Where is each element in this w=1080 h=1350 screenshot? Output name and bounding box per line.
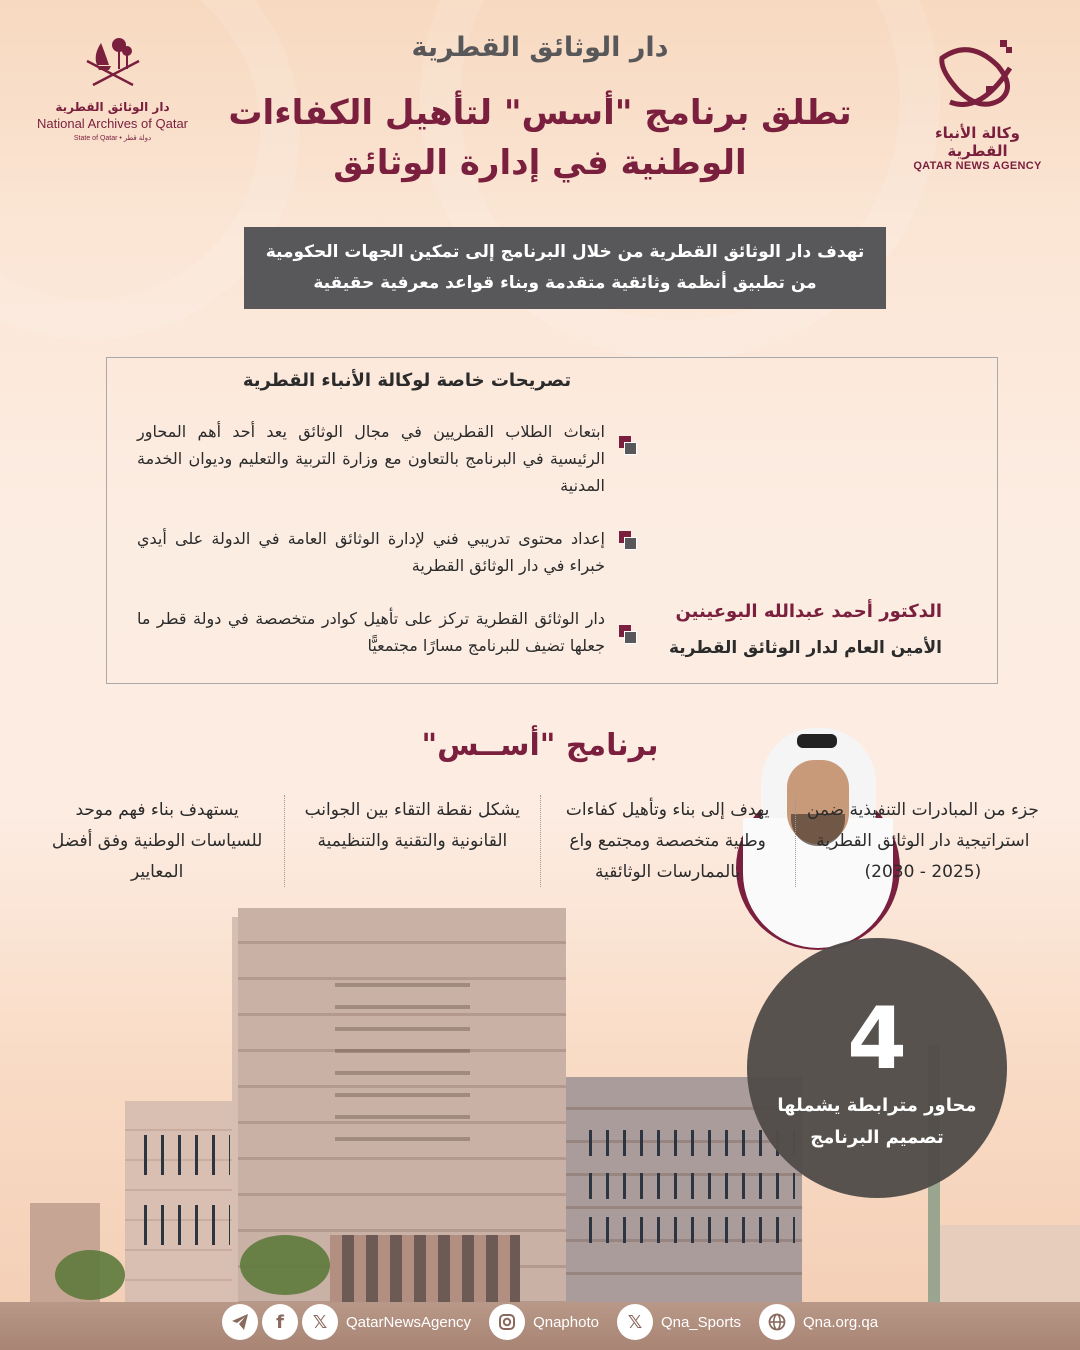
website-link[interactable]: Qna.org.qa: [803, 1313, 879, 1331]
archives-english-name: National Archives of Qatar: [36, 116, 189, 131]
square-bullet-icon: [619, 436, 637, 454]
statement-item: [137, 605, 637, 659]
instagram-icon[interactable]: [489, 1304, 525, 1340]
x-icon[interactable]: 𝕏: [302, 1304, 338, 1340]
lead-line-2: من تطبيق أنظمة وثائقية متقدمة وبناء قواعد معرفية حقيقية: [313, 273, 817, 293]
program-pillars: [30, 795, 1050, 887]
statements-title: تصريحات خاصة لوكالة الأنباء القطرية: [242, 370, 572, 391]
speaker-name: الدكتور أحمد عبدالله البوعينين: [675, 601, 942, 622]
statement-text: إعداد محتوى تدريبي فني لإدارة الوثائق العامة في الدولة على أيدي خبراء في دار الوثائق القطرية: [137, 529, 605, 575]
qna-english-name: QATAR NEWS AGENCY: [913, 160, 1042, 172]
statement-item: [137, 525, 637, 579]
facebook-icon[interactable]: f: [262, 1304, 298, 1340]
axes-count-number: 4: [847, 989, 907, 1089]
statement-item: [137, 418, 637, 499]
pillar-item: يهدف إلى بناء وتأهيل كفاءات وطنية متخصصة ومجتمع واع بالممارسات الوثائقية: [541, 795, 796, 887]
social-footer: [222, 1304, 896, 1340]
square-bullet-icon: [619, 625, 637, 643]
national-archives-logo: [30, 35, 195, 142]
axes-label-line-1: محاور مترابطة يشملها: [777, 1095, 977, 1116]
pillar-item: يشكل نقطة التقاء بين الجوانب القانونية والتقنية والتنظيمية: [285, 795, 540, 887]
lead-summary-box: [244, 227, 886, 309]
pillar-item: يستهدف بناء فهم موحد للسياسات الوطنية وفق أفضل المعايير: [30, 795, 285, 887]
axes-count-label: [747, 1090, 1007, 1154]
statement-text: دار الوثائق القطرية تركز على تأهيل كوادر متخصصة في دولة قطر ما جعلها تضيف للبرنامج مسارًا مجتمعيًّا: [137, 609, 605, 655]
headline: [220, 88, 860, 188]
social-handle-photo[interactable]: Qnaphoto: [533, 1313, 599, 1331]
qna-arabic-name: وكالة الأنباء القطرية: [935, 124, 1020, 160]
statements-panel: [106, 357, 998, 684]
pillar-item: جزء من المبادرات التنفيذية ضمن استراتيجية دار الوثائق القطرية (2025 - 2030): [806, 800, 1039, 882]
headline-line-2: الوطنية في إدارة الوثائق: [333, 143, 747, 183]
kicker-title: دار الوثائق القطرية: [411, 32, 669, 63]
social-handle-sports[interactable]: Qna_Sports: [660, 1313, 741, 1331]
qna-logo-icon: [930, 38, 1025, 116]
archives-subline: State of Qatar • دولة قطر: [73, 135, 152, 142]
headline-line-1: تطلق برنامج "أسس" لتأهيل الكفاءات: [228, 93, 852, 133]
x-icon[interactable]: 𝕏: [617, 1304, 653, 1340]
square-bullet-icon: [619, 531, 637, 549]
lead-line-1: تهدف دار الوثائق القطرية من خلال البرنامج إلى تمكين الجهات الحكومية: [265, 242, 865, 262]
social-handle-qna[interactable]: QatarNewsAgency: [346, 1313, 472, 1331]
axes-label-line-2: تصميم البرنامج: [810, 1127, 944, 1148]
speaker-role: الأمين العام لدار الوثائق القطرية: [668, 638, 942, 658]
qatar-emblem-icon: [83, 35, 143, 90]
globe-icon[interactable]: [759, 1304, 795, 1340]
statement-text: ابتعاث الطلاب القطريين في مجال الوثائق يعد أحد أهم المحاور الرئيسية في البرنامج بالتعاون مع وزارة التربية والتعليم وديوان الخدمة المدنية: [137, 422, 605, 495]
program-title: برنامج "أســس": [421, 728, 659, 763]
telegram-icon[interactable]: [222, 1304, 258, 1340]
archives-arabic-name: دار الوثائق القطرية: [55, 100, 170, 114]
statements-list: [137, 418, 637, 685]
axes-count-badge: [747, 938, 1007, 1198]
qna-logo: [905, 38, 1050, 172]
